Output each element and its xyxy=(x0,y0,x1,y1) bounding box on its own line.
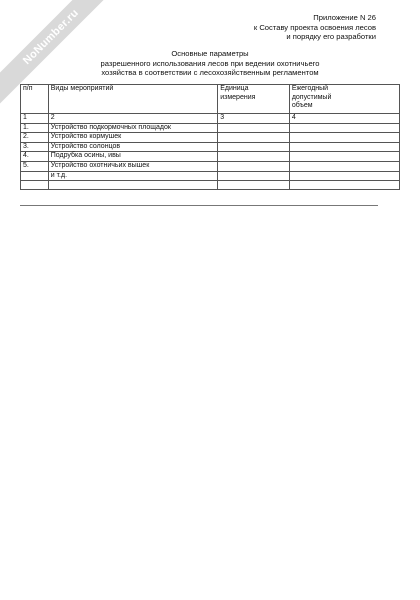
header-volume-line-2: допустимый xyxy=(291,93,332,101)
table-row xyxy=(21,133,400,143)
table-header-row xyxy=(21,85,400,114)
cell-volume xyxy=(289,152,399,162)
header-activity: Виды мероприятий xyxy=(48,85,217,114)
cell-volume xyxy=(289,142,399,152)
header-volume-line-3: объем xyxy=(291,102,313,110)
title-line-2: разрешенного использования лесов при ведении охотничьего xyxy=(100,58,320,68)
cell-activity: Устройство кормушек xyxy=(48,133,217,143)
cell-volume xyxy=(289,133,399,143)
table-row xyxy=(21,152,400,162)
table-row xyxy=(21,142,400,152)
appendix-line-1: Приложение N 26 xyxy=(313,13,376,22)
header-unit-line-1: Единица xyxy=(220,85,249,92)
parameters-table xyxy=(20,84,400,190)
cell-number: 3. xyxy=(21,142,49,152)
header-number: п/п xyxy=(21,85,49,114)
table-row xyxy=(21,171,400,181)
cell-number: 1. xyxy=(21,123,49,133)
title-line-1: Основные параметры xyxy=(171,49,249,58)
cell-activity: Устройство солонцов xyxy=(48,142,217,152)
table-row xyxy=(21,114,400,124)
cell-unit xyxy=(218,142,290,152)
appendix-reference xyxy=(254,13,376,42)
cell-unit xyxy=(218,152,290,162)
cell-unit xyxy=(218,161,290,171)
cell-volume xyxy=(289,181,399,190)
cell-activity xyxy=(48,181,217,190)
header-volume xyxy=(289,85,399,114)
cell-volume xyxy=(289,161,399,171)
table-row xyxy=(21,161,400,171)
cell-volume xyxy=(289,123,399,133)
appendix-line-3: и порядку его разработки xyxy=(286,32,376,42)
appendix-line-2: к Составу проекта освоения лесов xyxy=(253,22,376,32)
cell-number: 1 xyxy=(21,114,49,124)
header-volume-line-1: Ежегодный xyxy=(291,85,329,92)
cell-number xyxy=(21,171,49,181)
cell-unit: 3 xyxy=(218,114,290,124)
table-row xyxy=(21,181,400,190)
title-line-3: хозяйства в соответствии с лесохозяйственным регламентом xyxy=(101,68,319,78)
document-title xyxy=(0,49,420,78)
cell-unit xyxy=(218,171,290,181)
cell-unit xyxy=(218,181,290,190)
header-unit-line-2: измерения xyxy=(220,93,256,101)
cell-number: 4. xyxy=(21,152,49,162)
header-unit xyxy=(218,85,290,114)
cell-volume: 4 xyxy=(289,114,399,124)
cell-number: 2. xyxy=(21,133,49,143)
cell-unit xyxy=(218,133,290,143)
cell-activity: 2 xyxy=(48,114,217,124)
cell-number: 5. xyxy=(21,161,49,171)
horizontal-divider xyxy=(20,205,378,206)
cell-unit xyxy=(218,123,290,133)
watermark-text: NoNumber.ru xyxy=(0,0,110,105)
cell-activity: и т.д. xyxy=(48,171,217,181)
cell-number xyxy=(21,181,49,190)
table-row xyxy=(21,123,400,133)
cell-activity: Устройство охотничьих вышек xyxy=(48,161,217,171)
cell-activity: Устройство подкормочных площадок xyxy=(48,123,217,133)
cell-activity: Подрубка осины, ивы xyxy=(48,152,217,162)
cell-volume xyxy=(289,171,399,181)
